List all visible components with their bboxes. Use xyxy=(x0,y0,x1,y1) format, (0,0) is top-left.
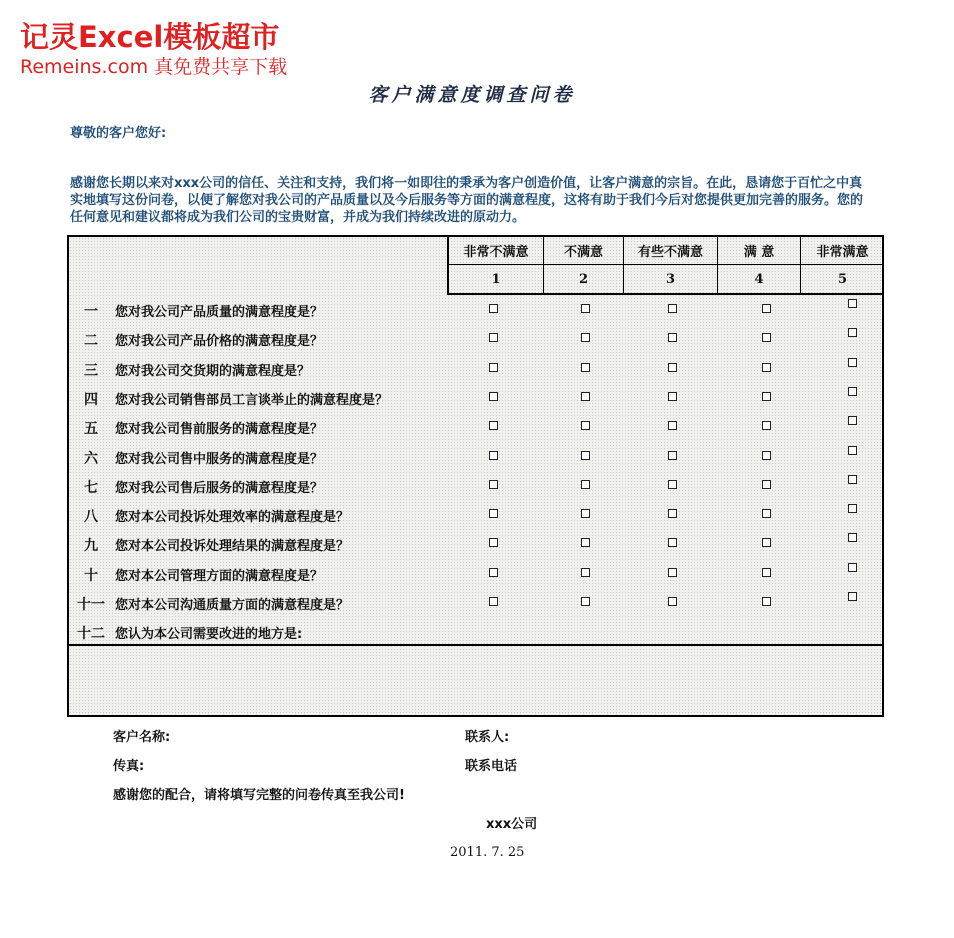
rating-checkbox-4[interactable] xyxy=(762,333,771,342)
rating-checkbox-2[interactable] xyxy=(581,421,590,430)
rating-checkbox-2[interactable] xyxy=(581,538,590,547)
question-number: 七 xyxy=(84,479,98,496)
question-number: 十二 xyxy=(77,626,105,642)
rating-checkbox-2[interactable] xyxy=(581,451,590,460)
question-text: 您对本公司沟通质量方面的满意程度是？ xyxy=(115,598,350,613)
rating-label-4: 满 意 xyxy=(718,237,801,265)
survey-table xyxy=(67,235,884,717)
survey-date: 2011. 7. 25 xyxy=(450,845,525,860)
rating-label-2: 不满意 xyxy=(544,237,624,265)
contact-person-label: 联系人: xyxy=(465,730,510,745)
rating-checkbox-3[interactable] xyxy=(668,333,677,342)
rating-checkbox-1[interactable] xyxy=(489,421,498,430)
rating-checkbox-3[interactable] xyxy=(668,597,677,606)
question-number: 八 xyxy=(84,509,98,526)
question-number: 一 xyxy=(84,304,98,320)
intro-paragraph: 感谢您长期以来对xxx公司的信任、关注和支持，我们将一如即往的秉承为客户创造价值，让客户满意的宗旨。在此，恳请您于百忙之中真实地填写这份问卷，以便了解您对我公司的产品质量以及今后服务等方面的满意程度，这将有助于我们今后对您提供更加完善的服务。您的任何意见和建议都将成为我们公司的宝贵财富，并成为我们持续改进的原动力。 xyxy=(70,176,864,225)
question-number: 二 xyxy=(84,333,98,350)
watermark-title: 记灵Excel模板超市 xyxy=(20,20,280,54)
company-name: xxx公司 xyxy=(486,817,538,832)
rating-checkbox-3[interactable] xyxy=(668,509,677,518)
question-number: 九 xyxy=(84,538,98,555)
rating-checkbox-5[interactable] xyxy=(848,475,857,484)
rating-checkbox-3[interactable] xyxy=(668,568,677,577)
rating-checkbox-2[interactable] xyxy=(581,480,590,489)
rating-checkbox-2[interactable] xyxy=(581,333,590,342)
rating-checkbox-4[interactable] xyxy=(762,538,771,547)
rating-checkbox-5[interactable] xyxy=(848,563,857,572)
rating-score-5: 5 xyxy=(837,271,848,287)
question-number: 五 xyxy=(84,421,98,438)
question-row xyxy=(69,412,882,441)
question-row xyxy=(69,529,882,558)
rating-checkbox-1[interactable] xyxy=(489,363,498,372)
question-number: 六 xyxy=(84,450,98,467)
rating-checkbox-3[interactable] xyxy=(668,451,677,460)
rating-score-4: 4 xyxy=(718,265,801,293)
rating-checkbox-4[interactable] xyxy=(762,509,771,518)
rating-checkbox-5[interactable] xyxy=(848,416,857,425)
question-row xyxy=(69,354,882,383)
rating-checkbox-3[interactable] xyxy=(668,538,677,547)
question-text: 您对我公司销售部员工言谈举止的满意程度是？ xyxy=(115,392,389,408)
rating-label-5: 非常满意 xyxy=(801,237,884,265)
rating-checkbox-2[interactable] xyxy=(581,304,590,313)
rating-checkbox-4[interactable] xyxy=(762,451,771,460)
rating-checkbox-5[interactable] xyxy=(848,299,857,308)
question-number: 十一 xyxy=(77,597,105,613)
question-text: 您对我公司产品价格的满意程度是？ xyxy=(115,334,324,350)
watermark-subtitle: Remeins.com 真免费共享下载 xyxy=(20,56,288,78)
question-row xyxy=(69,500,882,529)
rating-checkbox-4[interactable] xyxy=(762,363,771,372)
rating-checkbox-5[interactable] xyxy=(848,387,857,396)
question-row xyxy=(69,383,882,412)
page-title xyxy=(0,80,954,107)
question-text: 您对我公司产品质量的满意程度是？ xyxy=(115,305,324,320)
rating-label-3: 有些不满意 xyxy=(624,237,718,265)
open-question-row xyxy=(69,617,882,646)
contact-phone-label: 联系电话 xyxy=(465,759,518,774)
question-text: 您对本公司投诉处理效率的满意程度是？ xyxy=(115,510,350,526)
rating-checkbox-3[interactable] xyxy=(668,480,677,489)
thanks-note: 感谢您的配合，请将填写完整的问卷传真至我公司! xyxy=(113,788,405,803)
rating-checkbox-3[interactable] xyxy=(668,363,677,372)
question-text: 您对本公司管理方面的满意程度是？ xyxy=(115,568,324,584)
rating-checkbox-4[interactable] xyxy=(762,597,771,606)
rating-checkbox-5[interactable] xyxy=(848,533,857,542)
question-row xyxy=(69,559,882,588)
rating-checkbox-1[interactable] xyxy=(489,597,498,606)
rating-checkbox-1[interactable] xyxy=(489,480,498,489)
rating-checkbox-1[interactable] xyxy=(489,451,498,460)
rating-checkbox-1[interactable] xyxy=(489,304,498,313)
improvement-comment-box[interactable] xyxy=(69,644,882,715)
customer-name-label: 客户名称: xyxy=(113,730,171,745)
greeting: 尊敬的客户您好: xyxy=(70,126,167,141)
rating-score-2: 2 xyxy=(544,265,624,293)
question-text: 您对我公司售后服务的满意程度是？ xyxy=(115,480,324,496)
rating-score-3: 3 xyxy=(624,265,718,293)
rating-checkbox-1[interactable] xyxy=(489,538,498,547)
question-number: 三 xyxy=(84,362,98,379)
rating-header xyxy=(447,237,884,295)
rating-checkbox-2[interactable] xyxy=(581,568,590,577)
rating-checkbox-4[interactable] xyxy=(762,421,771,430)
rating-checkbox-3[interactable] xyxy=(668,421,677,430)
rating-checkbox-4[interactable] xyxy=(762,480,771,489)
rating-checkbox-3[interactable] xyxy=(668,304,677,313)
question-number: 四 xyxy=(84,391,98,408)
rating-label-1: 非常不满意 xyxy=(449,237,544,265)
question-text: 您认为本公司需要改进的地方是: xyxy=(115,627,303,642)
page-title-text: 客户满意度调查问卷 xyxy=(368,84,576,106)
question-text: 您对我公司售前服务的满意程度是？ xyxy=(115,422,324,438)
rating-checkbox-1[interactable] xyxy=(489,392,498,401)
rating-checkbox-4[interactable] xyxy=(762,568,771,577)
rating-checkbox-3[interactable] xyxy=(668,392,677,401)
question-row xyxy=(69,324,882,353)
rating-score-1: 1 xyxy=(449,265,544,293)
rating-checkbox-5[interactable] xyxy=(848,504,857,513)
rating-checkbox-5[interactable] xyxy=(848,328,857,337)
fax-label: 传真: xyxy=(113,759,145,774)
rating-checkbox-1[interactable] xyxy=(489,509,498,518)
rating-checkbox-5[interactable] xyxy=(848,446,857,455)
rating-checkbox-2[interactable] xyxy=(581,392,590,401)
rating-checkbox-2[interactable] xyxy=(581,363,590,372)
question-row xyxy=(69,442,882,471)
question-row xyxy=(69,471,882,500)
rating-checkbox-2[interactable] xyxy=(581,597,590,606)
rating-checkbox-4[interactable] xyxy=(762,392,771,401)
question-row xyxy=(69,295,882,324)
question-text: 您对我公司售中服务的满意程度是？ xyxy=(115,451,324,467)
rating-checkbox-5[interactable] xyxy=(848,592,857,601)
rating-checkbox-2[interactable] xyxy=(581,509,590,518)
question-text: 您对我公司交货期的满意程度是？ xyxy=(115,363,311,379)
question-row xyxy=(69,588,882,617)
rating-checkbox-5[interactable] xyxy=(848,358,857,367)
rating-checkbox-1[interactable] xyxy=(489,568,498,577)
question-text: 您对本公司投诉处理结果的满意程度是？ xyxy=(115,539,350,555)
rating-checkbox-4[interactable] xyxy=(762,304,771,313)
rating-checkbox-1[interactable] xyxy=(489,333,498,342)
question-number: 十 xyxy=(84,567,98,584)
